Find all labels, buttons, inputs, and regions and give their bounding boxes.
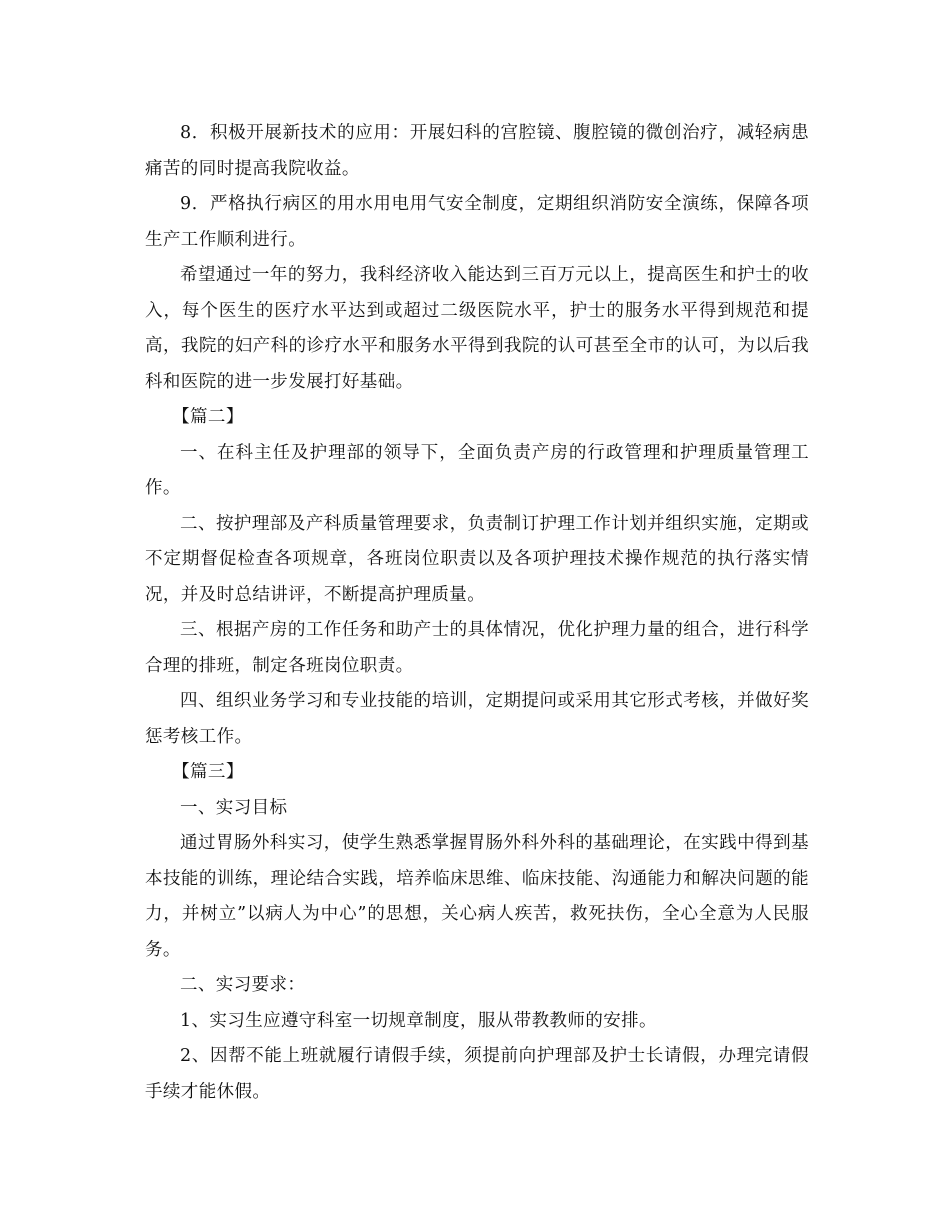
section-heading-part2: 【篇二】 <box>172 407 244 427</box>
paragraph-part3-goal-body: 通过胃肠外科实习，使学生熟悉掌握胃肠外科外科的基础理论，在实践中得到基本技能的训练，理论结合实践，培养临床思维、临床技能、沟通能力和解决问题的能力，并树立”以病人为中心”的思想，关心病人疾苦，救死扶伤，全心全意为人民服务。 <box>145 833 809 960</box>
paragraph-part2-item4: 四、组织业务学习和专业技能的培训，定期提问或采用其它形式考核，并做好奖惩考核工作。 <box>145 691 809 747</box>
section-heading-part3: 【篇三】 <box>172 762 244 782</box>
paragraph-part2-item3: 三、根据产房的工作任务和助产士的具体情况，优化护理力量的组合，进行科学合理的排班，制定各班岗位职责。 <box>145 620 809 676</box>
paragraph-part3-requirement-1: 1、实习生应遵守科室一切规章制度，服从带教教师的安排。 <box>180 1010 657 1031</box>
paragraph-part3-requirements-title: 二、实习要求： <box>180 975 306 995</box>
paragraph-item-9: 9．严格执行病区的用水用电用气安全制度，定期组织消防安全演练，保障各项生产工作顺利进行。 <box>145 194 809 250</box>
paragraph-part2-item1: 一、在科主任及护理部的领导下，全面负责产房的行政管理和护理质量管理工作。 <box>145 442 809 498</box>
document-body <box>145 116 809 1110</box>
paragraph-part2-item2: 二、按护理部及产科质量管理要求，负责制订护理工作计划并组织实施，定期或不定期督促检查各项规章，各班岗位职责以及各项护理技术操作规范的执行落实情况，并及时总结讲评，不断提高护理质量。 <box>145 513 809 605</box>
paragraph-part3-goal-title: 一、实习目标 <box>180 797 288 818</box>
paragraph-part3-requirement-2: 2、因帮不能上班就履行请假手续，须提前向护理部及护士长请假，办理完请假手续才能休假。 <box>145 1046 809 1102</box>
paragraph-item-8: 8．积极开展新技术的应用：开展妇科的宫腔镜、腹腔镜的微创治疗，减轻病患痛苦的同时提高我院收益。 <box>145 123 809 179</box>
paragraph-goal: 希望通过一年的努力，我科经济收入能达到三百万元以上，提高医生和护士的收入，每个医生的医疗水平达到或超过二级医院水平，护士的服务水平得到规范和提高，我院的妇产科的诊疗水平和服务水平得到我院的认可甚至全市的认可，为以后我科和医院的进一步发展打好基础。 <box>145 265 809 392</box>
